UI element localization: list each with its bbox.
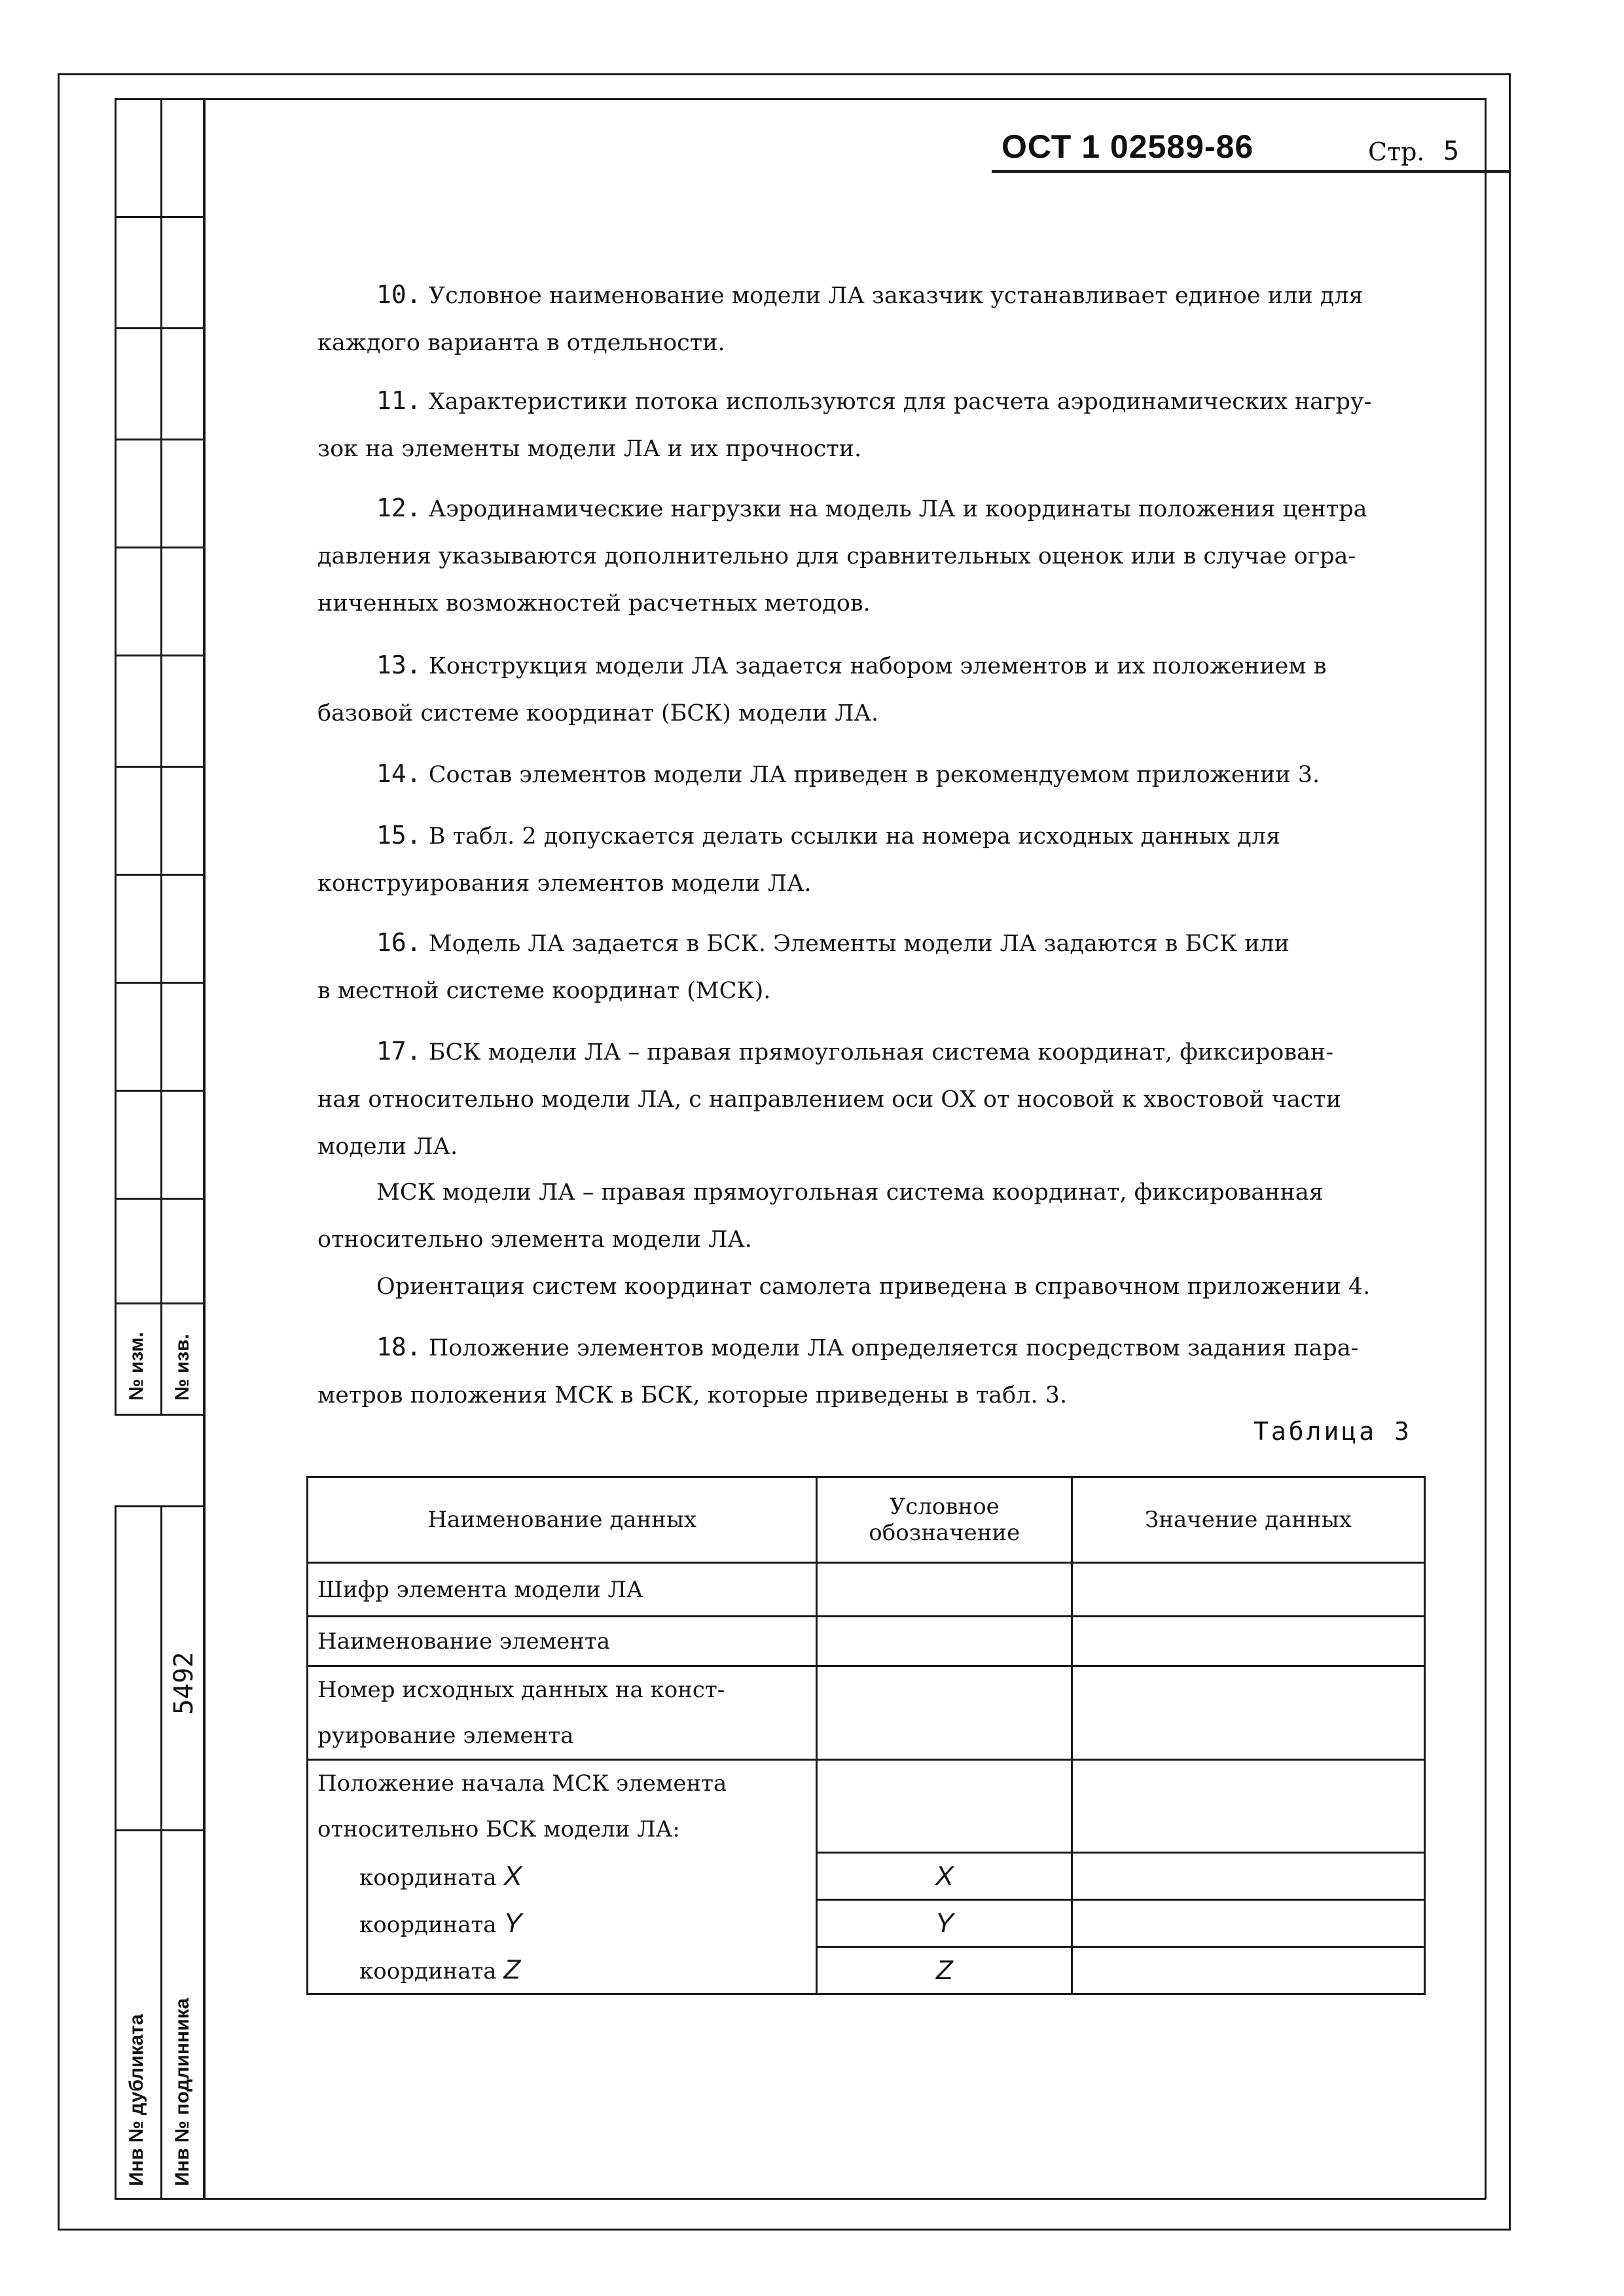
coord-axis-x: X — [503, 1860, 522, 1891]
stamp-row-9 — [115, 1090, 203, 1092]
stamp-col-line-2 — [160, 98, 162, 1414]
stamp-row-7 — [115, 874, 203, 876]
coord-value — [1072, 1899, 1425, 1946]
stamp-row-2 — [115, 327, 203, 329]
row-value — [1072, 1760, 1425, 1853]
parameters-table — [306, 1476, 1426, 1995]
stamp-row-5 — [115, 655, 203, 656]
coord-name: координата Y — [308, 1899, 817, 1946]
coord-value — [1072, 1946, 1425, 1994]
paragraph-17-msk: МСК модели ЛА – правая прямоугольная система координат, фиксированная относительно элемента модели ЛА. — [317, 1179, 1324, 1253]
table-row — [308, 1563, 1425, 1617]
table-header-row — [308, 1477, 1425, 1563]
paragraph-17: 17. БСК модели ЛА – правая прямоугольная система координат, фиксирован- ная относительно модели ЛА, с направлением оси ОХ от носовой к хвостовой части модели ЛА. — [317, 1037, 1341, 1160]
table-caption: Таблица 3 — [1254, 1417, 1412, 1446]
inner-frame-top — [115, 98, 1486, 100]
table-row — [308, 1760, 1425, 1853]
table-row — [308, 1666, 1425, 1760]
coord-value — [1072, 1852, 1425, 1899]
coord-symbol-z: Z — [817, 1946, 1072, 1994]
paragraph-14: 14. Состав элементов модели ЛА приведен в рекомендуемом приложении 3. — [376, 759, 1320, 788]
frame-left — [58, 73, 60, 2230]
paragraph-10: 10. Условное наименование модели ЛА заказчик устанавливает единое или для каждого варианта в отдельности. — [317, 280, 1363, 356]
page-number: 5 — [1443, 136, 1460, 166]
row-symbol — [817, 1563, 1072, 1617]
stamp-row-4 — [115, 547, 203, 548]
coord-axis-z: Z — [503, 1954, 521, 1985]
paragraph-12: 12. Аэродинамические нагрузки на модель ЛА и координаты положения центра давления указываются дополнительно для сравнительных оценок или в случае огра- ниченных возможностей расчетных методов. — [317, 493, 1367, 617]
paragraph-16: 16. Модель ЛА задается в БСК. Элементы модели ЛА задаются в БСК или в местной системе координат (МСК). — [317, 928, 1290, 1004]
stamp-row-11 — [115, 1302, 203, 1304]
change-number-label: № изм. — [126, 1332, 147, 1401]
stamp-row-1 — [115, 216, 203, 218]
row-name: Шифр элемента модели ЛА — [308, 1563, 817, 1617]
row-name: Наименование элемента — [308, 1617, 817, 1666]
stamp2-col-line-2 — [160, 1505, 162, 2199]
paragraph-11: 11. Характеристики потока используются для расчета аэродинамических нагру- зок на элементы модели ЛА и их прочности. — [317, 386, 1372, 462]
inner-frame-right — [1485, 98, 1487, 2199]
inv-duplicate-label: Инв № дубликата — [126, 2014, 147, 2186]
row-symbol — [817, 1666, 1072, 1760]
frame-top — [58, 73, 1511, 75]
paragraph-17-orientation: Ориентация систем координат самолета приведена в справочном приложении 4. — [376, 1274, 1371, 1300]
paragraph-15: 15. В табл. 2 допускается делать ссылки на номера исходных данных для конструирования элементов модели ЛА. — [317, 821, 1281, 897]
inner-frame-left — [203, 98, 206, 2199]
header-rule — [992, 170, 1509, 173]
row-value — [1072, 1617, 1425, 1666]
inv-original-number: 5492 — [169, 1651, 199, 1715]
frame-bottom — [58, 2229, 1511, 2231]
stamp2-top — [115, 1505, 203, 1507]
inv-original-label: Инв № подлинника — [171, 1998, 193, 2186]
stamp2-col-line-1 — [115, 1505, 117, 2199]
page-label: Стр. — [1368, 137, 1425, 166]
header-value: Значение данных — [1072, 1477, 1425, 1563]
coord-name: координата Z — [308, 1946, 817, 1994]
row-symbol — [817, 1760, 1072, 1853]
row-name: Положение начала МСК элемента относительно БСК модели ЛА: — [308, 1760, 817, 1853]
stamp-row-10 — [115, 1198, 203, 1200]
header-symbol: Условное обозначение — [817, 1477, 1072, 1563]
stamp-row-8 — [115, 982, 203, 984]
row-name: Номер исходных данных на конст-руирование элемента — [308, 1666, 817, 1760]
row-symbol — [817, 1617, 1072, 1666]
coord-row-y — [308, 1899, 1425, 1946]
stamp-row-12 — [115, 1414, 203, 1416]
row-value — [1072, 1563, 1425, 1617]
frame-right — [1509, 73, 1511, 2230]
coord-symbol-x: X — [817, 1852, 1072, 1899]
row-value — [1072, 1666, 1425, 1760]
notice-number-label: № изв. — [171, 1334, 193, 1401]
header-name: Наименование данных — [308, 1477, 817, 1563]
stamp-col-line-1 — [115, 98, 117, 1414]
coord-symbol-y: Y — [817, 1899, 1072, 1946]
stamp-row-3 — [115, 439, 203, 440]
stamp-row-6 — [115, 766, 203, 768]
coord-axis-y: Y — [503, 1907, 522, 1938]
coord-row-x — [308, 1852, 1425, 1899]
coord-row-z — [308, 1946, 1425, 1994]
paragraph-number: 10. — [376, 280, 422, 309]
document-code: ОСТ 1 02589-86 — [1001, 128, 1254, 165]
table-row — [308, 1617, 1425, 1666]
coord-name: координата X — [308, 1852, 817, 1899]
inner-frame-bottom — [115, 2198, 1486, 2200]
paragraph-18: 18. Положение элементов модели ЛА определяется посредством задания пара- метров положения МСК в БСК, которые приведены в табл. 3. — [317, 1333, 1359, 1408]
stamp2-row — [115, 1829, 203, 1831]
paragraph-13: 13. Конструкция модели ЛА задается набором элементов и их положением в базовой системе координат (БСК) модели ЛА. — [317, 651, 1327, 726]
